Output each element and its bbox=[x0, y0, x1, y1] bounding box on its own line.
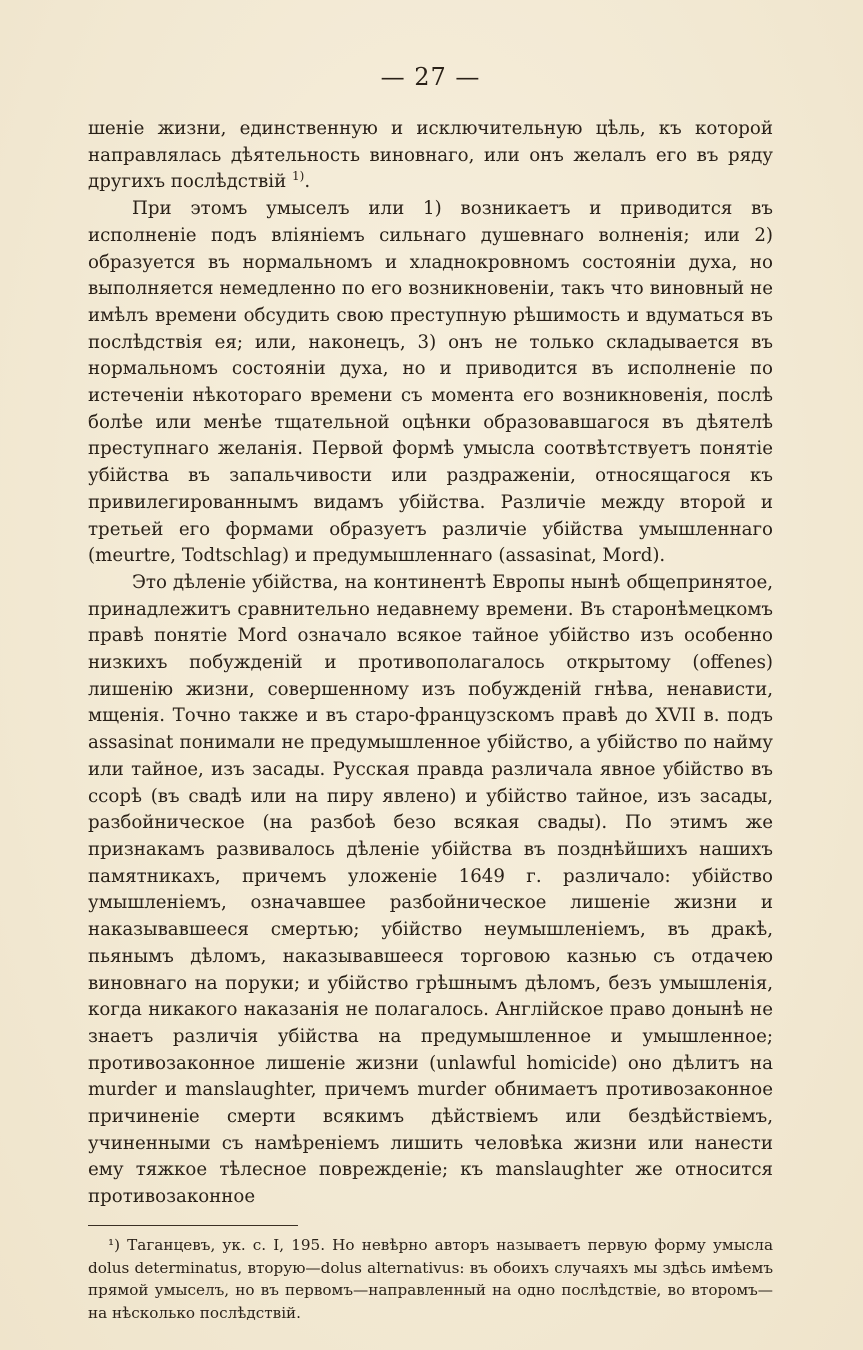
paragraph-1-end: . bbox=[304, 171, 311, 193]
footnote-marker: ¹) bbox=[108, 1235, 121, 1254]
footnote bbox=[88, 1234, 773, 1325]
main-text bbox=[88, 116, 773, 1211]
footnote-reference[interactable]: 1) bbox=[292, 169, 305, 184]
paragraph-1-text: шеніе жизни, единственную и исключительную цѣль, къ которой направлялась дѣятельность виновнаго, или онъ желалъ его въ ряду другихъ послѣдствій bbox=[88, 118, 773, 193]
footnote-divider bbox=[88, 1225, 298, 1226]
footnote-text: Таганцевъ, ук. с. I, 195. Но невѣрно авторъ называетъ первую форму умысла dolus determinatus, вторую—dolus alternativus: въ обоихъ случаяхъ мы здѣсь имѣемъ прямой умыселъ, но въ первомъ—направленный на одно послѣдствіе, во второмъ—на нѣсколько послѣдствій. bbox=[88, 1235, 773, 1323]
page-number: — 27 — bbox=[380, 63, 481, 91]
paragraph-1 bbox=[88, 116, 773, 196]
paragraph-2: При этомъ умыселъ или 1) возникаетъ и приводится въ исполненіе подъ вліяніемъ сильнаго душевнаго волненія; или 2) образуется въ нормальномъ и хладнокровномъ состояніи духа, но выполняется немедленно по его возникновеніи, такъ что виновный не имѣлъ времени обсудить свою преступную рѣшимость и вдуматься въ послѣдствія ея; или, наконецъ, 3) онъ не только складывается въ нормальномъ состояніи духа, но и приводится въ исполненіе по истеченіи нѣкотораго времени съ момента его возникновенія, послѣ болѣе или менѣе тщательной оцѣнки образовавшагося въ дѣятелѣ преступнаго желанія. Первой формѣ умысла соотвѣтствуетъ понятіе убійства въ запальчивости или раздраженіи, относящагося къ привилегированнымъ видамъ убійства. Различіе между второй и третьей его формами образуетъ различіе убійства умышленнаго (meurtre, Todtschlag) и предумышленнаго (assasinat, Mord). bbox=[88, 198, 773, 567]
footnote-paragraph bbox=[88, 1234, 773, 1325]
paragraph-3: Это дѣленіе убійства, на континентѣ Европы нынѣ общепринятое, принадлежитъ сравнительно недавнему времени. Въ старонѣмецкомъ правѣ понятіе Mord означало всякое тайное убійство изъ особенно низкихъ побужденій и противополагалось открытому (offenes) лишенію жизни, совершенному изъ побужденій гнѣва, ненависти, мщенія. Точно также и въ старо-французскомъ правѣ до XVII в. подъ assasinat понимали не предумышленное убійство, а убійство по найму или тайное, изъ засады. Русская правда различала явное убійство въ ссорѣ (въ свадѣ или на пиру явлено) и убійство тайное, изъ засады, разбойническое (на разбоѣ безо всякая свады). По этимъ же признакамъ развивалось дѣленіе убійства въ позднѣйшихъ нашихъ памятникахъ, причемъ уложеніе 1649 г. различало: убійство умышленіемъ, означавшее разбойническое лишеніе жизни и наказывавшееся смертью; убійство неумышленіемъ, въ дракѣ, пьянымъ дѣломъ, наказывавшееся торговою казнью съ отдачею виновнаго на поруки; и убійство грѣшнымъ дѣломъ, безъ умышленія, когда никакого наказанія не полагалось. Англійское право донынѣ не знаетъ различія убійства на предумышленное и умышленное; противозаконное лишеніе жизни (unlawful homicide) оно дѣлитъ на murder и manslaughter, причемъ murder обнимаетъ противозаконное причиненіе смерти всякимъ дѣйствіемъ или бездѣйствіемъ, учиненными съ намѣреніемъ лишить человѣка жизни или нанести ему тяжкое тѣлесное поврежденіе; къ manslaughter же относится противозаконное bbox=[88, 571, 773, 1208]
